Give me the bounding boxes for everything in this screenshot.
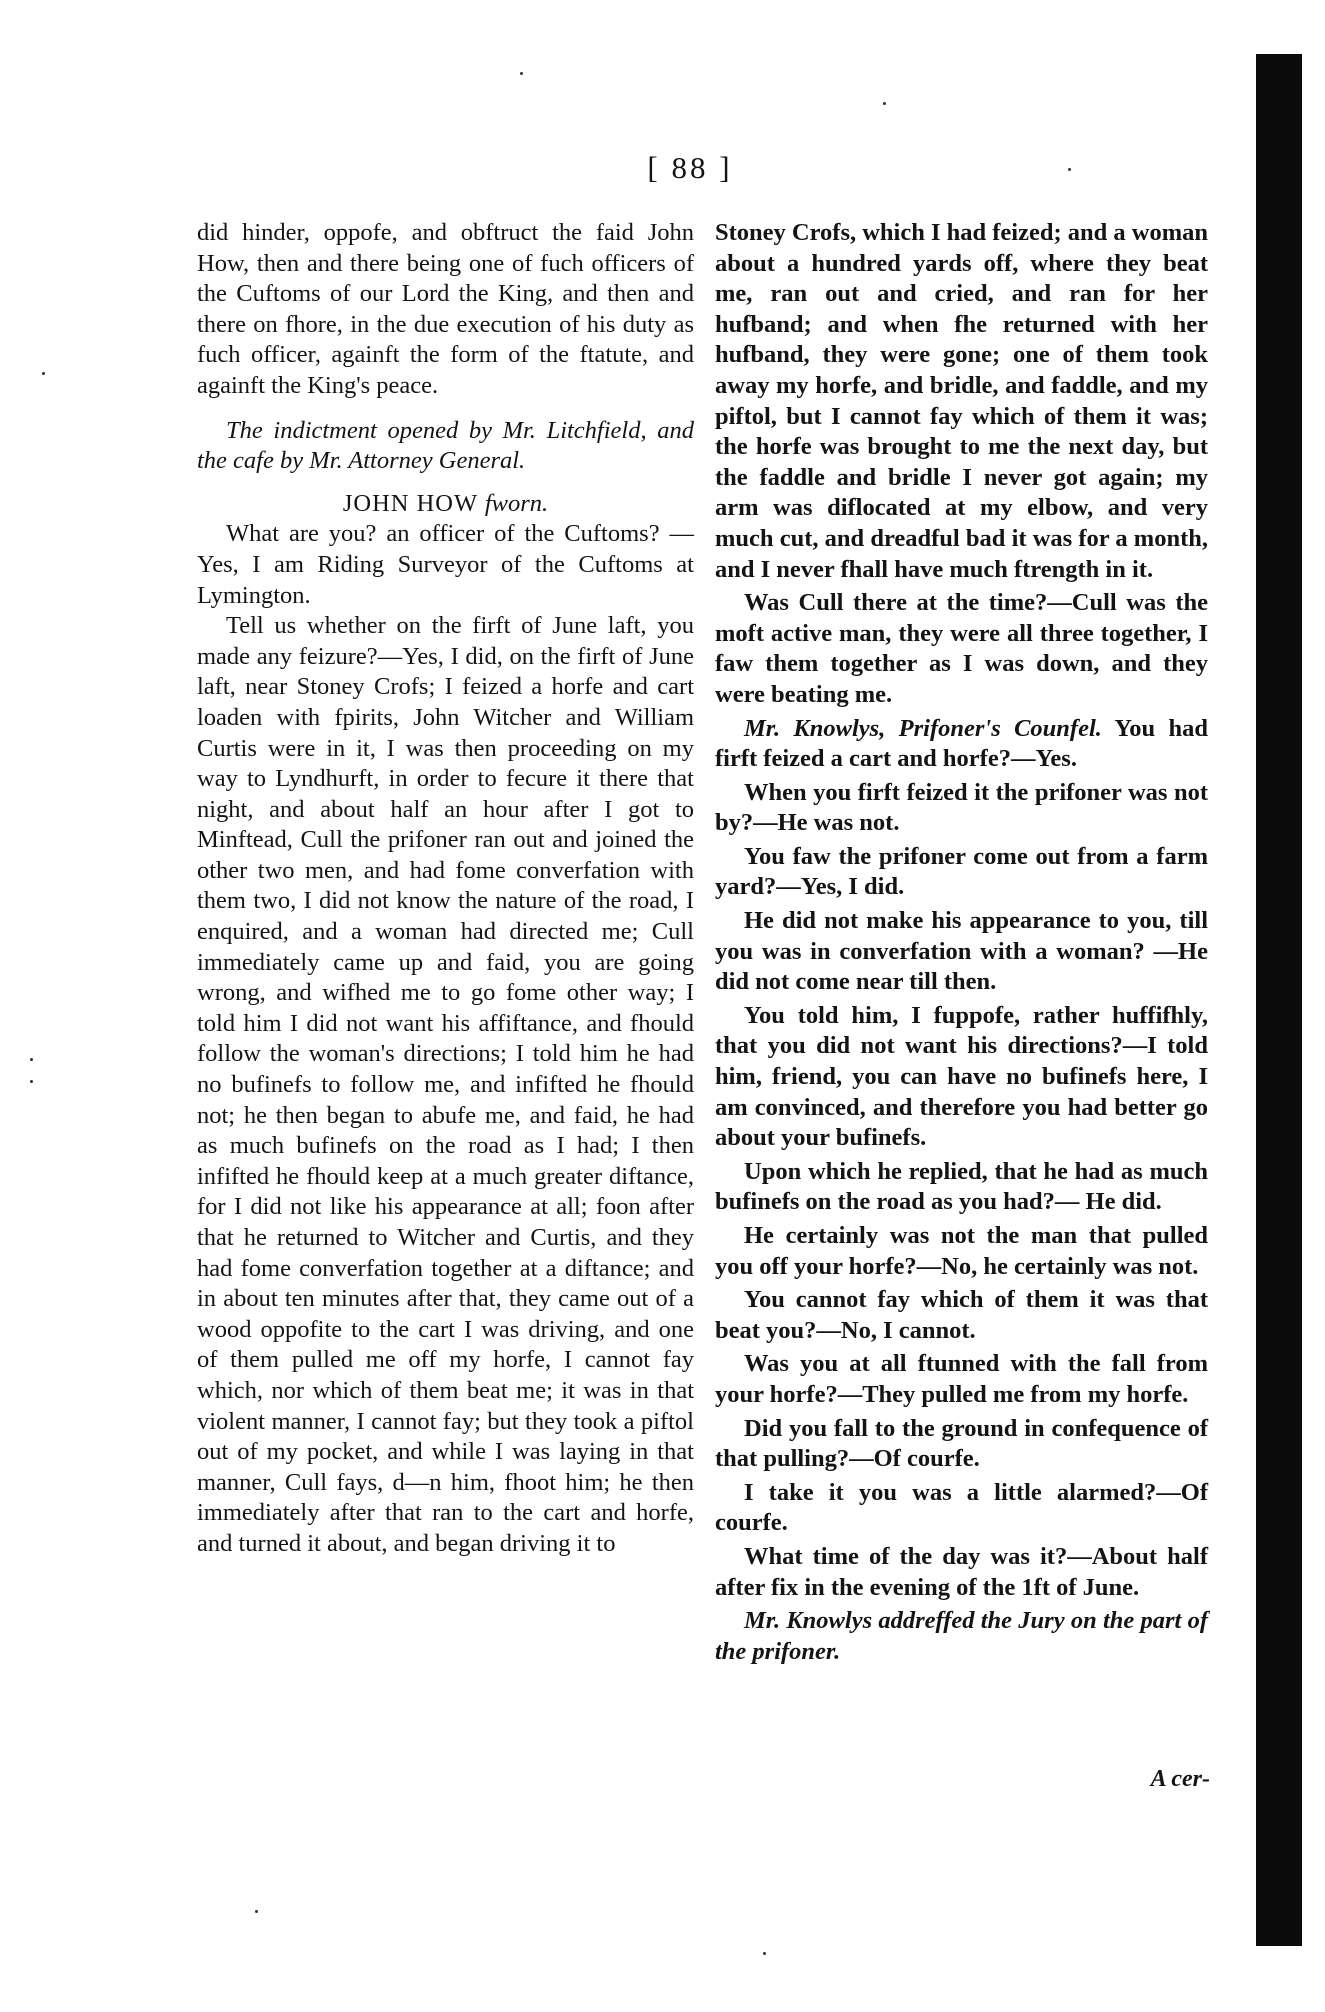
witness-name: JOHN HOW (342, 489, 478, 517)
counsel-question: You had firft feized a cart and horfe?—Yes. (715, 714, 1209, 773)
left-paragraph-1: did hinder, oppofe, and obftruct the faid John How, then and there being one of fuch officers of the Cuftoms of our Lord the King, and then and there on fhore, in the due execution of his duty as fuch officer, againft the form of the ftatute, and againft the King's peace. (197, 219, 694, 399)
scan-speck (883, 102, 886, 105)
scan-speck (30, 1058, 33, 1061)
page-number: [ 88 ] (647, 150, 733, 185)
witness-heading (197, 489, 694, 520)
closing-note-text: Mr. Knowlys addreffed the Jury on the part of the prifoner. (715, 1607, 1208, 1665)
right-paragraph-13: What time of the day was it?—About half after fix in the evening of the 1ft of June. (715, 1542, 1208, 1601)
right-paragraph-4: You faw the prifoner come out from a farm yard?—Yes, I did. (715, 842, 1208, 901)
witness-status: fworn. (484, 489, 549, 517)
right-paragraph-1: Stoney Crofs, which I had feized; and a woman about a hundred yards off, where they beat me, ran out and cried, and ran for her hufband; and when fhe returned with her hufband, they were gone; one of them took away my horfe, and bridle, and faddle, and my piftol, but I cannot fay which of them it was; the horfe was brought to me the next day, but the faddle and bridle I never got again; my arm was diflocated at my elbow, and very much cut, and dreadful bad it was for a month, and I never fhall have much ftrength in it. (715, 219, 1208, 583)
counsel-label: Mr. Knowlys, Prifoner's Counfel. (744, 714, 1102, 742)
scan-speck (30, 1080, 33, 1083)
scan-edge-shadow (1256, 54, 1302, 1946)
right-paragraph-9: You cannot fay which of them it was that beat you?—No, I cannot. (715, 1286, 1208, 1344)
right-paragraph-10: Was you at all ftunned with the fall from your horfe?—They pulled me from my horfe. (715, 1350, 1208, 1408)
scan-speck (520, 72, 523, 75)
counsel-paragraph (715, 714, 1208, 775)
left-paragraph-2: What are you? an officer of the Cuftoms? —Yes, I am Riding Surveyor of the Cuftoms at Lymington. (197, 520, 694, 609)
right-paragraph-11: Did you fall to the ground in confequence of that pulling?—Of courfe. (715, 1414, 1208, 1473)
scan-speck (42, 372, 45, 375)
right-paragraph-3: When you firft feized it the prifoner was not by?—He was not. (715, 778, 1208, 837)
right-paragraph-8: He certainly was not the man that pulled you off your horfe?—No, he certainly was not. (715, 1222, 1208, 1280)
closing-note (715, 1606, 1208, 1667)
right-paragraph-6: You told him, I fuppofe, rather huffifhly, that you did not want his directions?—I told him, friend, you can have no bufinefs here, I am convinced, and therefore you had better go about your bufinefs. (715, 1001, 1208, 1152)
catchword: A cer- (1150, 1766, 1210, 1792)
right-paragraph-7: Upon which he replied, that he had as much bufinefs on the road as you had?— He did. (715, 1157, 1208, 1216)
left-paragraph-3: Tell us whether on the firft of June laft, you made any feizure?—Yes, I did, on the firft of June laft, near Stoney Crofs; I feized a horfe and cart loaden with fpirits, John Witcher and William Curtis were in it, I was then proceeding on my way to Lyndhurft, in order to fecure it there that night, and about half an hour after I got to Minftead, Cull the prifoner ran out and joined the other two men, and had fome converfation with them two, I did not know the nature of the road, I enquired, and a woman had directed me; Cull immediately came up and faid, you are going wrong, and wifhed me to go fome other way; I told him I did not want his affiftance, and fhould follow the woman's directions; I told him he had no bufinefs to follow me, and infifted he fhould not; he then began to abufe me, and faid, he had as much bufinefs on the road as I had; I then infifted he fhould keep at a much greater diftance, for I did not like his appearance at all; foon after that he returned to Witcher and Curtis, and they had fome converfation together at a diftance; and in about ten minutes after that, they came out of a wood oppofite to the cart I was driving, and one of them pulled me off my horfe, I cannot fay which, nor which of them beat me; it was in that violent manner, I cannot fay; but they took a piftol out of my pocket, and while I was laying in that manner, Cull fays, d—n him, fhoot him; he then immediately after that ran to the cart and horfe, and turned it about, and began driving it to (197, 612, 694, 1557)
left-column (197, 218, 694, 1560)
right-paragraph-2: Was Cull there at the time?—Cull was the moft active man, they were all three together, I faw them together as I was down, and they were beating me. (715, 589, 1208, 708)
scan-speck (1068, 168, 1071, 171)
indictment-note: The indictment opened by Mr. Litchfield, and the cafe by Mr. Attorney General. (197, 416, 694, 475)
right-paragraph-5: He did not make his appearance to you, till you was in converfation with a woman? —He did not come near till then. (715, 907, 1208, 996)
scan-speck (763, 1952, 766, 1955)
right-paragraph-12: I take it you was a little alarmed?—Of courfe. (715, 1478, 1208, 1537)
scan-speck (255, 1910, 258, 1913)
right-column (715, 218, 1208, 1667)
page-number-value: 88 (671, 150, 709, 185)
